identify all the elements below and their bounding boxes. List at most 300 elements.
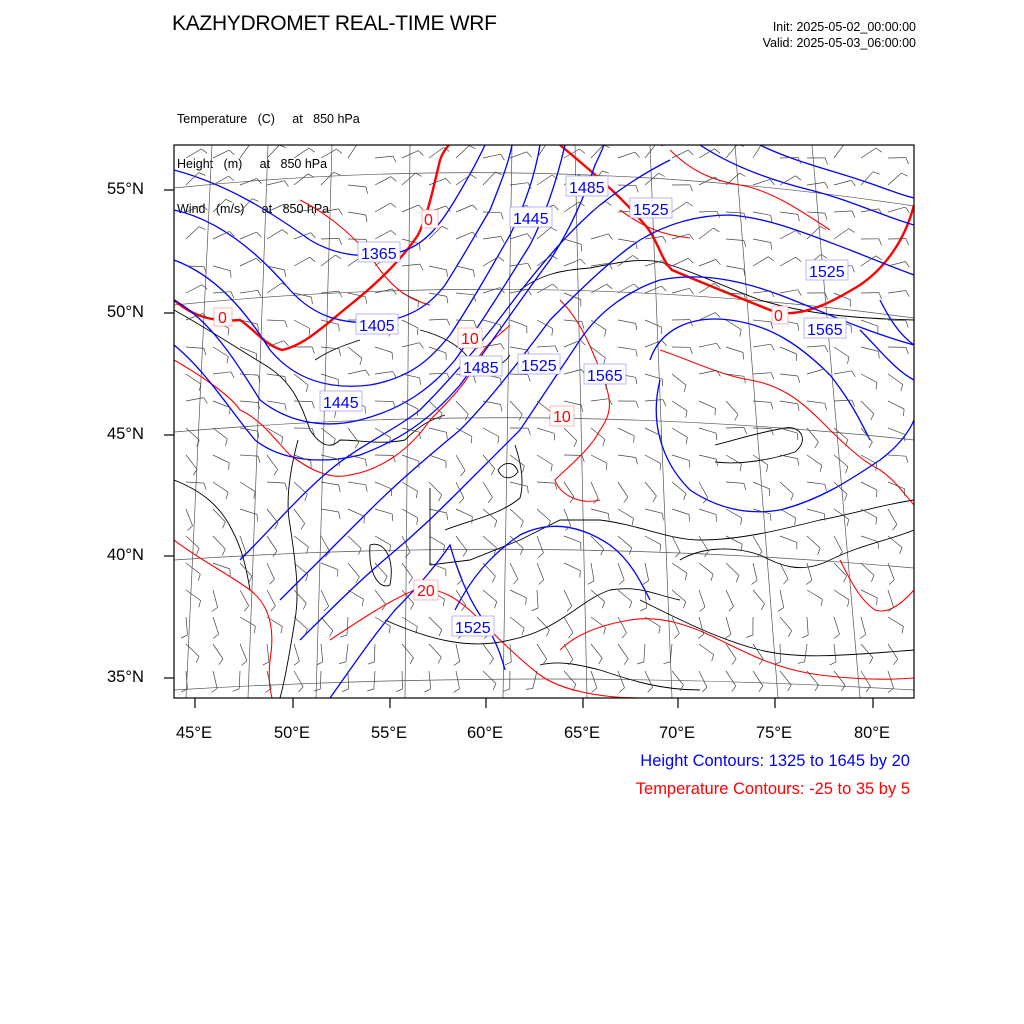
wind-barb-feather [771,243,772,250]
wind-barb-staff [429,319,447,320]
wind-barb-staff [834,180,851,185]
wind-barb-feather [725,634,731,638]
wind-barb-staff [456,563,462,580]
wind-barb-staff [807,182,825,185]
lon-label: 45°E [176,724,212,742]
wind-barb-feather [335,255,341,259]
wind-barb-feather [312,297,313,304]
wind-barb-feather [847,519,849,526]
wind-barb-staff [672,202,687,212]
wind-barb-feather [766,465,768,472]
wind-barb-staff [402,428,420,432]
wind-barb-staff [618,347,636,350]
wind-barb-staff [672,617,679,633]
wind-barb-staff [537,284,553,293]
wind-barb-feather [906,321,908,328]
wind-barb-feather [712,655,714,662]
temperature-label [422,210,438,229]
svg-text:1445: 1445 [323,395,359,412]
wind-barb-feather [796,176,802,180]
wind-barb-staff [294,174,308,185]
wind-barb-feather [735,414,738,420]
wind-barb-feather [852,266,855,273]
wind-barb-feather [825,182,828,188]
height-label [584,364,626,385]
wind-barb-staff [240,590,249,606]
wind-barb-feather [851,180,855,186]
wind-barb-feather [498,437,499,444]
wind-barb-staff [861,148,876,158]
wind-barb-staff [294,257,310,266]
wind-barb-staff [645,340,662,347]
wind-barb-feather [447,270,448,277]
wind-barb-staff [348,590,364,599]
wind-barb-feather [393,372,396,378]
wind-barb-feather [330,631,333,637]
wind-barb-staff [456,293,474,295]
wind-barb-staff [780,157,798,158]
wind-barb-staff [699,260,716,267]
wind-barb-staff [402,644,414,658]
wind-barb-staff [429,536,445,545]
wind-barb-feather [686,437,687,444]
wind-barb-feather [309,329,310,336]
wind-barb-feather [684,385,686,392]
wind-barb-staff [267,590,275,606]
wind-barb-staff [699,343,717,347]
lon-label: 65°E [564,724,600,742]
wind-barb-staff [780,644,781,662]
wind-barb-feather [199,601,201,608]
wind-barb-feather [876,518,877,525]
wind-barb-feather [574,441,577,447]
valid-time: Valid: 2025-05-03_06:00:00 [762,36,916,50]
wind-barb-feather [643,581,649,585]
field-temperature: Temperature (C) at 850 hPa [177,112,360,126]
wind-barb-staff [672,374,686,385]
wind-barb-feather [582,405,583,412]
svg-text:10: 10 [553,409,571,426]
wind-barb-staff [483,482,492,497]
wind-barb-staff [267,374,285,377]
wind-barb-staff [294,320,310,329]
wind-barb-staff [402,343,420,347]
svg-text:0: 0 [218,310,227,327]
wind-barb-staff [753,428,771,429]
wind-barb-staff [591,234,608,239]
wind-barb-staff [348,671,349,689]
height-label [510,207,552,228]
wind-barb-feather [783,579,788,584]
wind-barb-staff [699,228,713,239]
wind-barb-staff [564,320,582,322]
wind-barb-feather [798,404,799,411]
wind-barb-staff [267,181,285,185]
wind-barb-feather [202,285,207,290]
wind-barb-staff [456,232,473,239]
wind-barb-staff [780,347,797,354]
lon-label: 60°E [467,724,503,742]
wind-barb-feather [687,202,693,206]
wind-barb-staff [807,212,825,213]
wind-barb-feather [698,634,704,638]
wind-barb-feather [420,343,424,349]
wind-barb-feather [213,634,219,638]
wind-barb-staff [402,320,418,328]
wind-barb-staff [726,563,739,576]
wind-barb-staff [429,428,447,432]
wind-barb-staff [807,401,825,403]
wind-barb-feather [227,357,228,364]
wind-barb-staff [321,482,339,485]
wind-barb-staff [726,427,744,428]
wind-barb-feather [771,373,774,379]
wind-barb-feather [340,635,347,637]
wind-barb-feather [771,402,773,409]
wind-barb-staff [861,536,878,542]
wind-barb-staff [213,231,229,239]
wind-barb-staff [780,374,798,376]
wind-barb-staff [429,178,446,185]
wind-barb-staff [888,428,905,434]
wind-barb-feather [606,202,612,206]
wind-barb-feather [270,579,275,584]
wind-barb-feather [894,659,898,665]
wind-barb-staff [186,398,204,401]
wind-barb-staff [591,482,598,499]
field-wind: Wind (m/s) at 850 hPa [177,202,330,216]
wind-barb-staff [645,536,661,545]
wind-barb-feather [778,608,784,612]
wind-barb-staff [861,482,877,490]
wind-barb-staff [186,227,199,239]
lon-label: 50°E [274,724,310,742]
wind-barb-staff [807,509,824,514]
wind-barb-feather [732,659,736,665]
wind-barb-feather [602,171,609,173]
wind-barb-feather [391,203,396,207]
height-contour-legend: Height Contours: 1325 to 1645 by 20 [640,752,910,770]
wind-barb-feather [416,491,417,498]
wind-barb-feather [419,205,424,210]
wind-barb-feather [716,433,717,440]
wind-barb-feather [492,576,495,582]
wind-barb-feather [493,684,496,690]
wind-barb-staff [645,509,663,513]
wind-barb-feather [844,576,847,582]
wind-barb-feather [744,483,746,490]
wind-barb-feather [795,518,796,525]
wind-barb-feather [457,580,462,585]
wind-barb-feather [222,549,225,555]
wind-barb-staff [537,228,551,240]
wind-barb-staff [591,399,609,401]
wind-barb-staff [564,509,571,526]
wind-barb-staff [780,536,797,542]
wind-barb-staff [213,266,230,271]
wind-barb-feather [358,548,361,554]
wind-barb-feather [258,431,259,438]
wind-barb-feather [825,484,827,491]
wind-barb-feather [312,347,315,354]
wind-barb-feather [846,467,848,474]
wind-barb-staff [564,370,581,375]
wind-barb-staff [888,509,897,525]
wind-barb-staff [753,344,771,347]
wind-barb-staff [753,291,771,293]
lat-label: 50°N [107,303,144,321]
wind-barb-feather [339,349,341,356]
wind-barb-staff [537,563,544,580]
wind-barb-feather [653,496,657,502]
wind-barb-staff [888,374,903,384]
wind-barb-staff [456,509,472,517]
wind-barb-staff [374,671,375,689]
wind-barb-feather [581,340,586,345]
wind-barb-staff [348,563,359,577]
wind-barb-feather [588,581,594,585]
wind-barb-feather [688,258,693,263]
wind-barb-staff [375,347,392,353]
height-label [356,314,398,335]
wind-barb-feather [309,148,315,152]
wind-barb-feather [879,239,882,246]
wind-barb-feather [603,439,605,446]
wind-barb-staff [267,230,282,239]
height-label [806,260,848,281]
wind-barb-staff [321,563,338,570]
wind-barb-feather [532,608,538,611]
wind-barb-feather [567,606,572,611]
wind-barb-feather [716,260,721,265]
wind-barb-staff [699,370,717,374]
wind-barb-feather [900,547,902,554]
wind-barb-feather [447,296,448,303]
svg-text:1525: 1525 [633,202,669,219]
wind-barb-staff [726,644,736,659]
height-label [804,318,846,339]
wind-barb-staff [726,239,744,241]
wind-barb-staff [591,590,605,602]
lat-label: 40°N [107,546,144,564]
wind-barb-staff [213,617,219,634]
wind-barb-staff [591,644,602,658]
wind-barb-feather [825,158,828,165]
wind-barb-feather [849,229,855,233]
wind-barb-feather [713,228,719,232]
wind-barb-staff [564,259,581,266]
wind-barb-feather [629,602,631,609]
lat-label: 45°N [107,425,144,443]
wind-barb-feather [604,358,606,365]
wind-barb-feather [788,685,792,691]
wind-barb-feather [368,662,375,664]
wind-barb-staff [375,590,386,604]
wind-barb-feather [619,580,624,585]
wind-barb-staff [861,509,877,518]
wind-barb-feather [411,604,414,610]
wind-barb-feather [686,411,687,418]
wind-barb-feather [339,662,346,664]
wind-barb-feather [312,210,315,216]
wind-barb-feather [648,687,653,692]
wind-barb-feather [798,459,799,466]
wind-barb-staff [321,509,339,512]
wind-barb-staff [294,590,306,603]
wind-barb-feather [244,606,249,611]
wind-barb-staff [888,173,901,185]
wind-barb-feather [624,659,628,665]
wind-barb-staff [726,671,736,686]
wind-barb-feather [806,580,812,584]
wind-barb-feather [824,369,828,375]
wind-barb-feather [636,186,638,193]
wind-barb-feather [447,319,450,325]
wind-barb-feather [454,689,460,693]
wind-barb-feather [606,463,607,470]
wind-barb-feather [228,328,229,335]
wind-barb-staff [672,401,687,411]
wind-barb-feather [314,689,321,691]
wind-barb-staff [780,401,798,404]
wind-barb-feather [547,143,554,145]
wind-barb-feather [418,151,423,156]
wind-barb-staff [726,590,734,606]
wind-barb-staff [213,536,225,549]
wind-barb-staff [537,617,549,630]
wind-barb-staff [807,671,818,685]
wind-barb-feather [229,150,234,155]
wind-barb-staff [186,590,201,601]
wind-barb-feather [852,371,856,377]
wind-barb-staff [807,590,822,599]
wind-barb-staff [402,173,416,185]
wind-barb-feather [688,150,693,155]
wind-barb-staff [348,212,366,215]
wind-barb-staff [672,536,680,552]
wind-barb-feather [204,483,206,490]
wind-barb-feather [526,689,533,690]
svg-text:10: 10 [461,331,479,348]
wind-barb-feather [761,604,764,610]
wind-barb-staff [888,455,906,456]
wind-barb-staff [402,563,413,578]
wind-barb-feather [499,257,505,261]
wind-barb-feather [366,297,367,304]
wind-barb-feather [358,143,365,145]
wind-barb-staff [483,172,495,185]
wind-barb-feather [282,230,288,234]
wind-barb-feather [196,657,199,663]
wind-barb-staff [564,239,581,244]
wind-barb-staff [456,205,473,212]
svg-text:1525: 1525 [521,358,557,375]
wind-barb-staff [240,644,247,661]
temperature-label [214,308,232,327]
wind-barb-staff [726,482,744,483]
wind-barb-feather [420,378,421,385]
wind-barb-feather [528,375,530,382]
wind-barb-feather [551,228,557,232]
wind-barb-staff [375,536,391,545]
wind-barb-staff [618,509,633,518]
wind-barb-feather [528,263,531,269]
wind-barb-feather [602,602,604,609]
wind-barb-feather [528,428,530,435]
wind-barb-feather [580,571,581,578]
wind-barb-staff [240,258,256,266]
wind-barb-feather [274,470,278,476]
wind-barb-staff [348,185,366,187]
wind-barb-staff [591,617,606,628]
wind-barb-staff [186,285,202,293]
wind-barb-staff [240,617,255,626]
wind-barb-staff [888,401,904,409]
wind-barb-staff [321,238,339,239]
wind-barb-staff [267,644,269,662]
wind-barb-feather [636,377,637,384]
wind-barb-staff [699,401,715,408]
wind-barb-staff [346,644,348,662]
wind-barb-feather [396,689,402,692]
wind-barb-feather [847,357,849,364]
wind-barb-feather [717,343,721,349]
wind-barb-feather [474,321,476,328]
wind-barb-staff [861,563,874,575]
wind-barb-staff [807,346,825,347]
wind-barb-feather [523,466,525,473]
wind-barb-staff [402,293,418,300]
wind-barb-feather [503,689,510,691]
wind-barb-feather [608,234,612,240]
wind-barb-feather [389,626,390,633]
wind-barb-staff [402,205,419,212]
wind-barb-staff [726,266,744,269]
wind-barb-feather [906,347,908,354]
wind-barb-feather [294,661,300,665]
wind-barb-feather [301,523,305,529]
wind-barb-staff [861,374,877,382]
wind-barb-staff [294,210,312,212]
wind-barb-feather [285,404,286,411]
wind-barb-staff [780,290,798,293]
wind-barb-staff [375,401,393,402]
wind-barb-feather [860,634,866,638]
wind-barb-feather [870,658,873,664]
wind-barb-feather [501,344,505,350]
lon-label: 75°E [756,724,792,742]
wind-barb-feather [729,606,734,611]
wind-barb-feather [580,149,585,153]
svg-text:1565: 1565 [807,322,843,339]
wind-barb-feather [607,284,612,289]
wind-barb-feather [771,429,773,436]
wind-barb-feather [818,548,821,555]
wind-barb-staff [591,563,594,581]
wind-barb-feather [469,146,475,149]
wind-barb-staff [533,671,537,689]
wind-barb-feather [904,409,905,416]
wind-barb-feather [416,173,422,176]
wind-barb-staff [375,177,391,185]
wind-barb-feather [906,456,908,463]
wind-barb-feather [834,634,840,638]
wind-barb-staff [240,482,255,492]
wind-barb-feather [740,173,746,176]
wind-barb-feather [198,574,200,581]
wind-barb-staff [644,644,645,662]
wind-barb-feather [791,494,794,501]
